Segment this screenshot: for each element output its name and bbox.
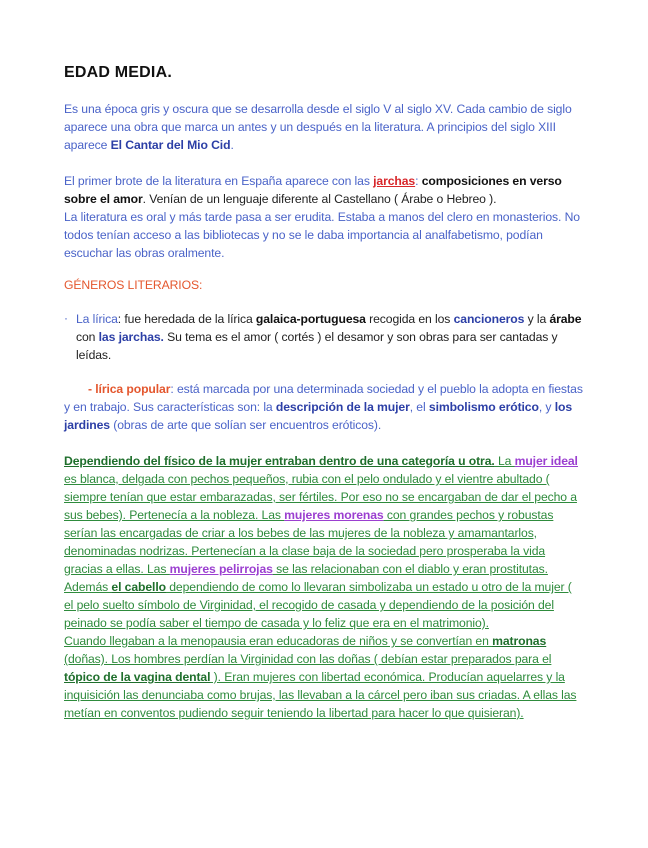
lirica-popular-paragraph xyxy=(64,380,584,434)
intro-text: Es una época gris y oscura que se desarrolla desde el siglo V al siglo XV. Cada cambio de siglo aparece una obra que marca un antes y un después en la literatura. A principios del siglo XIII aparece xyxy=(64,102,572,152)
green-text-6: dependiendo de como lo llevaran simbolizaba un estado u otro de la mujer ( el pelo suelto símbolo de Virginidad, el recogido de casada y dependiendo de la posición del peinado se podía saber el tiempo de casada y lo feliz que era en el matrimonio). xyxy=(64,580,572,630)
galaica-portuguesa: galaica-portuguesa xyxy=(255,312,366,326)
cantar-mio-cid: El Cantar del Mio Cid xyxy=(110,138,231,152)
lirica-paragraph xyxy=(76,310,584,364)
mujeres-pelirrojas: mujeres pelirrojas xyxy=(169,562,273,576)
composiciones-bold: composiciones en verso sobre el amor xyxy=(64,174,562,206)
green-text-5: Además xyxy=(64,580,112,594)
intro-end: . xyxy=(230,138,234,152)
lirica-popular-text-1: : está marcada por una determinada sociedad y el pueblo la adopta en fiestas y en trabajo. Sus características son: la xyxy=(64,382,583,414)
lirica-popular-text-4: (obras de arte que solían ser encuentros eróticos). xyxy=(109,418,382,432)
dependiendo-heading: Dependiendo del físico de la mujer entraban dentro de una categoría u otra. xyxy=(64,454,495,468)
primer-brote-oral: La literatura es oral y más tarde pasa a ser erudita. Estaba a manos del clero en monasterios. No todos tenían acceso a las bibliotecas y no se le daba importancia al analfabetismo, podían escuchar las obras oralmente. xyxy=(64,210,580,260)
lirica-label: La lírica xyxy=(76,312,118,326)
green-text-2: es blanca, delgada con pechos pequeños, rubia con el pelo ondulado y el vientre abultado ( siempre tenían que estar embarazadas, ser fértiles. Por eso no se encargaban de dar el pecho a sus bebes). Pertenecía a la nobleza. Las xyxy=(64,472,577,522)
lirica-text-1: : fue heredada de la lírica xyxy=(117,312,256,326)
primer-brote-castellano: . Venían de un lenguaje diferente al Castellano ( Árabe o Hebreo ). xyxy=(142,192,497,206)
lirica-popular-label: - lírica popular xyxy=(88,382,171,396)
primer-brote-colon: : xyxy=(415,174,422,188)
topico-vagina-dental: tópico de la vagina dental xyxy=(64,670,211,684)
lirica-text-3: y la xyxy=(524,312,550,326)
lirica-text-5: Su tema es el amor ( cortés ) el desamor y son obras para ser cantadas y leídas. xyxy=(76,330,558,362)
page-title: EDAD MEDIA. xyxy=(64,64,172,81)
green-text-9: ). Eran mujeres con libertad económica. Producían aquelarres y la inquisición las denunciaba como brujas, las llevaban a la cárcel pero iban sus criadas. A ellas las metían en conventos pudiendo seguir teniendo la libertad para hacer lo que quisieran). xyxy=(64,670,577,720)
simbolismo-erotico: simbolismo erótico xyxy=(428,400,539,414)
cancioneros: cancioneros xyxy=(453,312,525,326)
green-text-4: se las relacionaban con el diablo y eran prostitutas. xyxy=(272,562,548,576)
lirica-text-2: recogida en los xyxy=(365,312,454,326)
green-text-3: con grandes pechos y robustas serían las encargadas de criar a los bebes de las mujeres de la nobleza y amamantarlos, denominadas nodrizas. Pertenecían a la clase baja de la sociedad pero prosperaba la vida gracias a ellas. Las xyxy=(64,508,554,576)
lirica-popular-text-2: , el xyxy=(409,400,429,414)
lirica-popular-text-3: , y xyxy=(538,400,555,414)
jarchas-link: jarchas xyxy=(373,174,416,188)
intro-paragraph xyxy=(64,100,584,154)
los-jardines: los jardines xyxy=(64,400,573,432)
generos-heading: GÉNEROS LITERARIOS: xyxy=(64,278,203,292)
mujeres-morenas: mujeres morenas xyxy=(284,508,384,522)
green-text-7: Cuando llegaban a la menopausia eran educadoras de niños y se convertían en xyxy=(64,634,493,648)
el-cabello: el cabello xyxy=(111,580,166,594)
arabe: árabe xyxy=(549,312,582,326)
descripcion-mujer: descripción de la mujer xyxy=(275,400,410,414)
las-jarchas: las jarchas. xyxy=(98,330,164,344)
lirica-text-4: con xyxy=(76,330,99,344)
bullet-marker: · xyxy=(64,311,68,325)
green-text-1: La xyxy=(494,454,515,468)
matronas: matronas xyxy=(492,634,547,648)
primer-brote-text: El primer brote de la literatura en España aparece con las xyxy=(64,174,374,188)
green-block xyxy=(64,452,584,722)
green-text-8: (doñas). Los hombres perdían la Virginidad con las doñas ( debían estar preparados para el xyxy=(64,652,552,666)
primer-brote-paragraph xyxy=(64,172,584,262)
mujer-ideal: mujer ideal xyxy=(514,454,578,468)
